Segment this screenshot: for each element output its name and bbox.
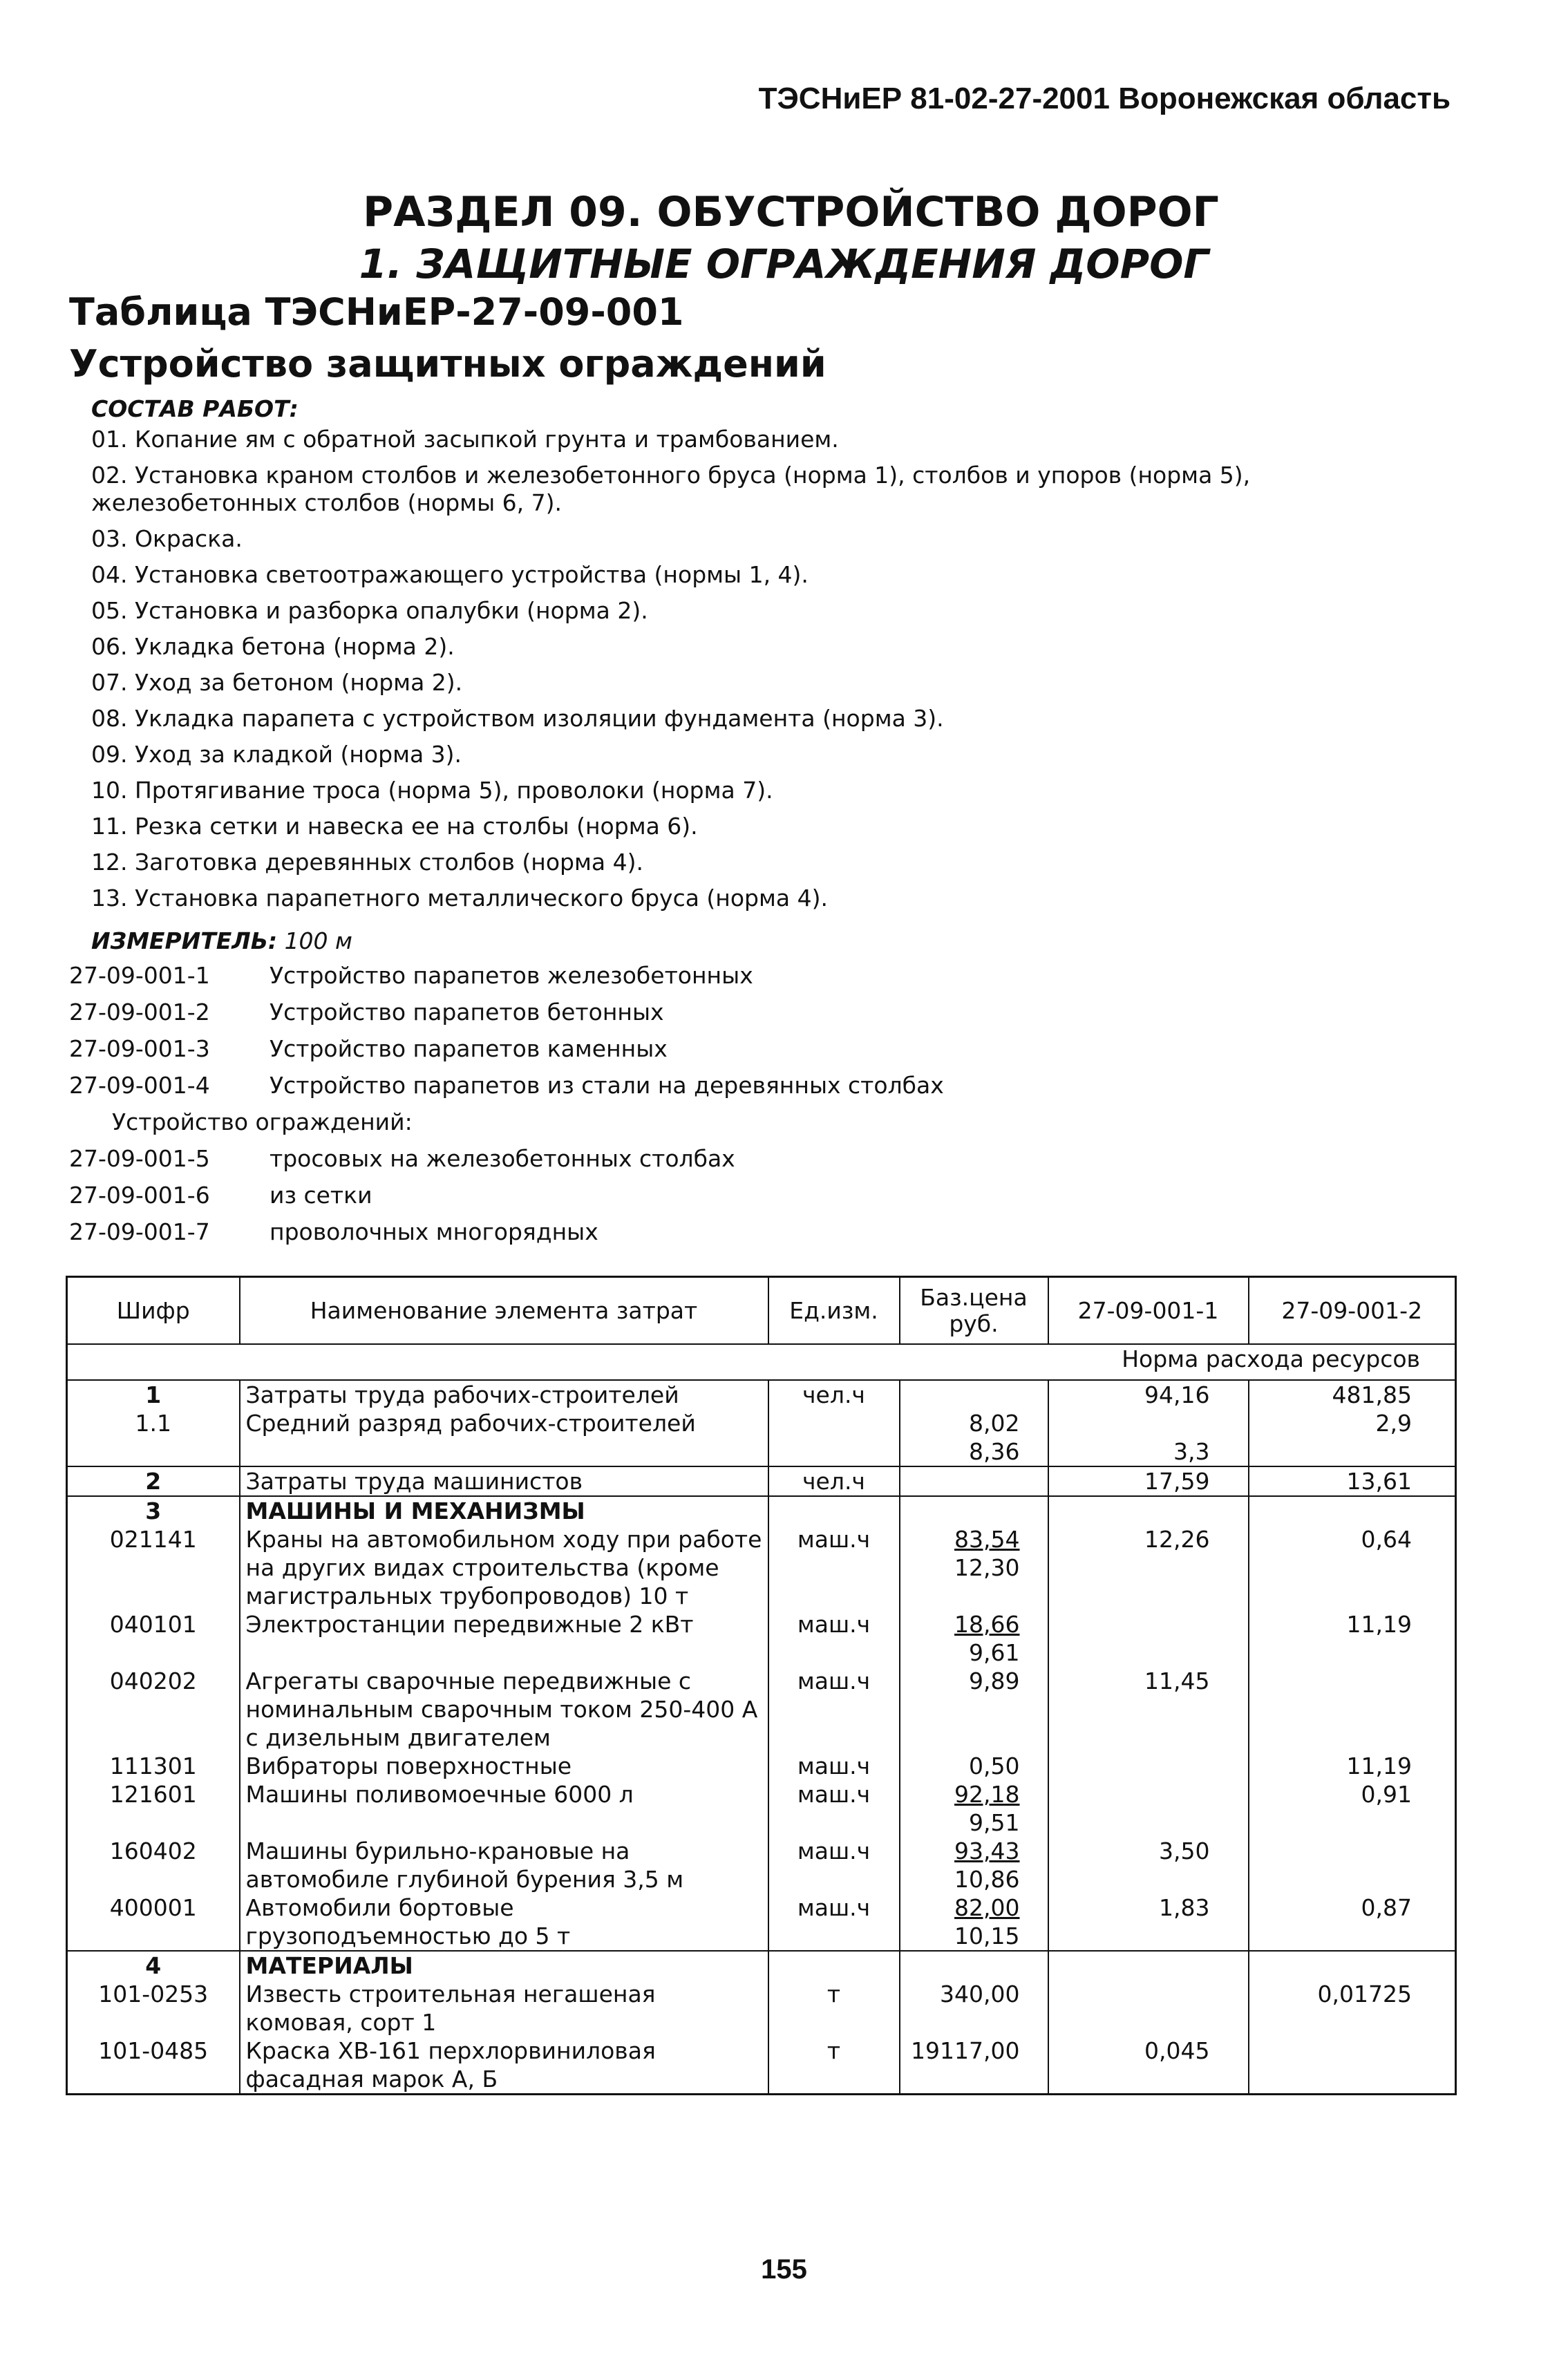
cell-code xyxy=(67,1780,240,1837)
cell-name-text: Автомобили бортовые грузоподъемностью до 5 т xyxy=(245,1894,571,1949)
price-value: 9,89 xyxy=(969,1668,1020,1694)
cell-code-text: 101-0253 xyxy=(98,1981,209,2008)
cell-name-text: Электростанции передвижные 2 кВт xyxy=(245,1611,694,1638)
cell-col1-text: 3,50 xyxy=(1159,1838,1210,1864)
cell-name-text: МАШИНЫ И МЕХАНИЗМЫ xyxy=(245,1498,585,1524)
price-secondary: 10,86 xyxy=(954,1866,1020,1893)
cell-unit xyxy=(768,2037,900,2095)
cell-col2-text: 481,85 xyxy=(1332,1381,1412,1408)
price-value: 93,43 xyxy=(954,1838,1020,1864)
cell-col1 xyxy=(1048,1380,1249,1409)
cell-col1-text: 94,16 xyxy=(1144,1381,1210,1408)
cell-unit xyxy=(768,1837,900,1893)
cell-unit xyxy=(768,1980,900,2037)
cell-code xyxy=(67,1409,240,1437)
cell-unit-text: маш.ч xyxy=(797,1838,871,1864)
cell-name xyxy=(240,1610,768,1667)
cell-unit xyxy=(768,1380,900,1409)
cell-unit-text: т xyxy=(826,2037,841,2064)
cell-unit xyxy=(768,1752,900,1780)
cell-col1 xyxy=(1048,1409,1249,1437)
cell-col2 xyxy=(1249,1837,1456,1893)
cell-name-text: Машины поливомоечные 6000 л xyxy=(245,1781,634,1808)
code-desc: Устройство парапетов бетонных xyxy=(270,999,664,1026)
cell-col2-text: 0,91 xyxy=(1361,1781,1412,1808)
cell-col2 xyxy=(1249,1466,1456,1496)
code: 27-09-001-2 xyxy=(69,999,210,1026)
cell-col2 xyxy=(1249,1780,1456,1837)
cell-code-text: 3 xyxy=(145,1498,162,1524)
price-value: 0,50 xyxy=(969,1753,1020,1779)
cell-code-text: 101-0485 xyxy=(98,2037,209,2064)
cell-name xyxy=(240,1980,768,2037)
cell-name-text: МАТЕРИАЛЫ xyxy=(245,1952,413,1979)
cell-price xyxy=(900,1951,1048,1980)
cell-name-text: Краны на автомобильном ходу при работе на других видах строительства (кроме магистральных трубопроводов) 10 т xyxy=(245,1526,762,1609)
cell-col2 xyxy=(1249,2037,1456,2095)
cell-name-text: Краска ХВ-161 перхлорвиниловая фасадная марок А, Б xyxy=(245,2037,656,2093)
work-item: 06. Укладка бетона (норма 2). xyxy=(91,633,455,660)
cell-col2 xyxy=(1249,1980,1456,2037)
code-desc: Устройство парапетов каменных xyxy=(270,1035,668,1062)
meter xyxy=(91,927,352,954)
work-item: 04. Установка светоотражающего устройства (нормы 1, 4). xyxy=(91,561,809,588)
cell-col2 xyxy=(1249,1437,1456,1466)
cell-price xyxy=(900,1409,1048,1437)
code: 27-09-001-5 xyxy=(69,1145,210,1172)
cell-unit xyxy=(768,1466,900,1496)
cell-code-text: 160402 xyxy=(109,1838,197,1864)
cell-price xyxy=(900,1496,1048,1525)
cell-code-text: 1.1 xyxy=(135,1410,171,1437)
code-desc: из сетки xyxy=(270,1182,372,1209)
work-item: 10. Протягивание троса (норма 5), проволоки (норма 7). xyxy=(91,777,773,804)
table-row xyxy=(67,1466,1456,1496)
cell-col2 xyxy=(1249,1610,1456,1667)
cell-unit xyxy=(768,1610,900,1667)
cell-col1 xyxy=(1048,1667,1249,1752)
cell-col1 xyxy=(1048,1752,1249,1780)
cell-col2 xyxy=(1249,1893,1456,1951)
cell-code xyxy=(67,1752,240,1780)
cost-table xyxy=(66,1276,1457,2095)
cell-col1 xyxy=(1048,1496,1249,1525)
cell-name xyxy=(240,1525,768,1610)
cell-price xyxy=(900,1752,1048,1780)
cell-col2-text: 0,87 xyxy=(1361,1894,1412,1921)
table-row xyxy=(67,1496,1456,1525)
work-item: 07. Уход за бетоном (норма 2). xyxy=(91,669,463,696)
cell-col2-text: 0,01725 xyxy=(1317,1981,1412,2008)
cell-col2 xyxy=(1249,1951,1456,1980)
cell-col1-text: 12,26 xyxy=(1144,1526,1210,1553)
codes-subheading: Устройство ограждений: xyxy=(112,1108,413,1135)
cell-name-text: Средний разряд рабочих-строителей xyxy=(245,1410,696,1437)
cell-unit-text: маш.ч xyxy=(797,1894,871,1921)
code: 27-09-001-1 xyxy=(69,962,210,989)
meter-value: 100 м xyxy=(284,927,352,954)
cell-name xyxy=(240,1667,768,1752)
cell-code xyxy=(67,2037,240,2095)
cell-col2-text: 13,61 xyxy=(1346,1468,1412,1495)
cell-price xyxy=(900,1437,1048,1466)
cell-name xyxy=(240,1752,768,1780)
section-title: РАЗДЕЛ 09. ОБУСТРОЙСТВО ДОРОГ xyxy=(363,188,1219,236)
cell-unit-text: маш.ч xyxy=(797,1753,871,1779)
cell-code-text: 021141 xyxy=(109,1526,197,1553)
cell-col1-text: 17,59 xyxy=(1144,1468,1210,1495)
table-body xyxy=(67,1380,1456,2095)
cell-name xyxy=(240,1409,768,1437)
code-row xyxy=(69,999,944,1035)
cell-col2 xyxy=(1249,1409,1456,1437)
cell-col1-text: 11,45 xyxy=(1144,1668,1210,1694)
document-header: ТЭСНиЕР 81-02-27-2001 Воронежская область xyxy=(758,82,1451,115)
cell-unit-text: маш.ч xyxy=(797,1611,871,1638)
cell-col2 xyxy=(1249,1380,1456,1409)
work-item: 08. Укладка парапета с устройством изоляции фундамента (норма 3). xyxy=(91,705,944,732)
code-row xyxy=(69,1072,944,1108)
page-number: 155 xyxy=(761,2254,807,2285)
cell-name xyxy=(240,1466,768,1496)
work-item: 05. Установка и разборка опалубки (норма 2). xyxy=(91,597,648,624)
cell-code xyxy=(67,1380,240,1409)
cell-name-text: Машины бурильно-крановые на автомобиле глубиной бурения 3,5 м xyxy=(245,1838,684,1893)
cell-code xyxy=(67,1437,240,1466)
cell-name xyxy=(240,1893,768,1951)
cell-price xyxy=(900,1380,1048,1409)
works-list xyxy=(91,426,1439,920)
price-secondary: 12,30 xyxy=(954,1554,1020,1581)
cell-unit-text: маш.ч xyxy=(797,1668,871,1694)
price-value: 8,36 xyxy=(969,1438,1020,1465)
cell-unit xyxy=(768,1780,900,1837)
cell-col1 xyxy=(1048,1610,1249,1667)
cell-unit xyxy=(768,1893,900,1951)
table-header-row xyxy=(67,1277,1456,1345)
cell-unit-text: т xyxy=(826,1981,841,2008)
work-item: 01. Копание ям с обратной засыпкой грунта и трамбованием. xyxy=(91,426,839,453)
cell-unit xyxy=(768,1409,900,1437)
code: 27-09-001-4 xyxy=(69,1072,210,1099)
table-row xyxy=(67,1409,1456,1437)
cell-col2-text: 0,64 xyxy=(1361,1526,1412,1553)
norm-row xyxy=(67,1344,1456,1380)
cell-code xyxy=(67,1496,240,1525)
cell-unit-text: чел.ч xyxy=(802,1468,865,1495)
cell-code-text: 040101 xyxy=(109,1611,197,1638)
work-title: Устройство защитных ограждений xyxy=(69,342,826,386)
price-value: 19117,00 xyxy=(911,2037,1020,2064)
table-row xyxy=(67,1437,1456,1466)
table-row xyxy=(67,1525,1456,1610)
cell-col2-text: 2,9 xyxy=(1375,1410,1412,1437)
cell-unit xyxy=(768,1525,900,1610)
price-value: 82,00 xyxy=(954,1894,1020,1921)
cell-col2 xyxy=(1249,1496,1456,1525)
cell-unit xyxy=(768,1667,900,1752)
cell-col1 xyxy=(1048,1980,1249,2037)
work-item: 12. Заготовка деревянных столбов (норма 4). xyxy=(91,849,643,876)
cell-name-text: Вибраторы поверхностные xyxy=(245,1753,572,1779)
cell-col2 xyxy=(1249,1525,1456,1610)
code-row xyxy=(69,1035,944,1072)
cell-code xyxy=(67,1893,240,1951)
table-row xyxy=(67,1980,1456,2037)
cell-code-text: 4 xyxy=(145,1952,162,1979)
code: 27-09-001-3 xyxy=(69,1035,210,1062)
cell-name-text: Затраты труда машинистов xyxy=(245,1468,583,1495)
cell-price xyxy=(900,1525,1048,1610)
header-code: Шифр xyxy=(67,1277,240,1345)
header-name: Наименование элемента затрат xyxy=(240,1277,768,1345)
cell-unit-text: чел.ч xyxy=(802,1381,865,1408)
cell-code xyxy=(67,1610,240,1667)
price-value: 92,18 xyxy=(954,1781,1020,1808)
cell-col1 xyxy=(1048,1437,1249,1466)
cell-code-text: 121601 xyxy=(109,1781,197,1808)
cell-price xyxy=(900,1893,1048,1951)
cell-col2 xyxy=(1249,1667,1456,1752)
cell-name-text: Затраты труда рабочих-строителей xyxy=(245,1381,679,1408)
cell-code xyxy=(67,1466,240,1496)
cell-code-text: 040202 xyxy=(109,1668,197,1694)
table-row xyxy=(67,1780,1456,1837)
cell-name xyxy=(240,1380,768,1409)
cell-col1-text: 0,045 xyxy=(1144,2037,1210,2064)
cell-col2-text: 11,19 xyxy=(1346,1753,1412,1779)
price-value: 8,02 xyxy=(969,1410,1020,1437)
cell-unit xyxy=(768,1496,900,1525)
cell-unit xyxy=(768,1951,900,1980)
cell-col1-text: 1,83 xyxy=(1159,1894,1210,1921)
table-title: Таблица ТЭСНиЕР-27-09-001 xyxy=(69,290,684,334)
header-price: Баз.цена руб. xyxy=(900,1277,1048,1345)
cell-name-text: Известь строительная негашеная комовая, сорт 1 xyxy=(245,1981,656,2036)
cell-name xyxy=(240,1496,768,1525)
work-item: 09. Уход за кладкой (норма 3). xyxy=(91,741,462,768)
header-col1: 27-09-001-1 xyxy=(1048,1277,1249,1345)
cell-col2-text: 11,19 xyxy=(1346,1611,1412,1638)
cell-price xyxy=(900,1667,1048,1752)
cell-col1 xyxy=(1048,1466,1249,1496)
cell-code-text: 400001 xyxy=(109,1894,197,1921)
cell-col1 xyxy=(1048,1780,1249,1837)
cell-col1 xyxy=(1048,1951,1249,1980)
cell-unit-text: маш.ч xyxy=(797,1526,871,1553)
cell-price xyxy=(900,1780,1048,1837)
table-row xyxy=(67,1837,1456,1893)
meter-label: ИЗМЕРИТЕЛЬ: xyxy=(91,927,278,954)
header-col2: 27-09-001-2 xyxy=(1249,1277,1456,1345)
work-item: 13. Установка парапетного металлического бруса (норма 4). xyxy=(91,885,828,911)
code: 27-09-001-7 xyxy=(69,1218,210,1245)
table-row xyxy=(67,1893,1456,1951)
subsection-title: 1. ЗАЩИТНЫЕ ОГРАЖДЕНИЯ ДОРОГ xyxy=(359,240,1209,287)
cell-price xyxy=(900,1466,1048,1496)
codes-list xyxy=(69,962,944,1255)
price-secondary: 10,15 xyxy=(954,1923,1020,1949)
cell-name xyxy=(240,1837,768,1893)
cell-code xyxy=(67,1837,240,1893)
code-desc: проволочных многорядных xyxy=(270,1218,598,1245)
code-row xyxy=(69,962,944,999)
table-row xyxy=(67,1610,1456,1667)
cell-name xyxy=(240,1780,768,1837)
cell-price xyxy=(900,1610,1048,1667)
cell-price xyxy=(900,1980,1048,2037)
cell-unit-text: маш.ч xyxy=(797,1781,871,1808)
composition-label: СОСТАВ РАБОТ: xyxy=(91,395,299,422)
cell-price xyxy=(900,1837,1048,1893)
cell-name xyxy=(240,1437,768,1466)
code-row xyxy=(69,1218,944,1255)
price-value: 18,66 xyxy=(954,1611,1020,1638)
code-row xyxy=(69,1182,944,1218)
work-item: 02. Установка краном столбов и железобетонного бруса (норма 1), столбов и упоров (норма 5), железобетонных столбов (нормы 6, 7). xyxy=(91,462,1251,516)
price-value: 340,00 xyxy=(940,1981,1020,2008)
cell-code-text: 1 xyxy=(145,1381,162,1408)
table-row xyxy=(67,2037,1456,2095)
table-row xyxy=(67,1951,1456,1980)
cell-name xyxy=(240,1951,768,1980)
code-desc: Устройство парапетов железобетонных xyxy=(270,962,753,989)
cell-code xyxy=(67,1667,240,1752)
cell-code xyxy=(67,1980,240,2037)
price-value: 83,54 xyxy=(954,1526,1020,1553)
cell-col2 xyxy=(1249,1752,1456,1780)
cell-col1 xyxy=(1048,2037,1249,2095)
cell-code-text: 2 xyxy=(145,1468,162,1495)
code-row xyxy=(69,1145,944,1182)
cell-name-text: Агрегаты сварочные передвижные с номинальным сварочным током 250-400 А с дизельным двигателем xyxy=(245,1668,758,1751)
price-secondary: 9,51 xyxy=(969,1809,1020,1836)
cell-col1-text: 3,3 xyxy=(1173,1438,1210,1465)
header-unit: Ед.изм. xyxy=(768,1277,900,1345)
code-desc: Устройство парапетов из стали на деревянных столбах xyxy=(270,1072,944,1099)
code: 27-09-001-6 xyxy=(69,1182,210,1209)
cell-price xyxy=(900,2037,1048,2095)
work-item: 11. Резка сетки и навеска ее на столбы (норма 6). xyxy=(91,813,698,840)
price-secondary: 9,61 xyxy=(969,1639,1020,1666)
table-row xyxy=(67,1752,1456,1780)
work-item: 03. Окраска. xyxy=(91,525,243,552)
table-row xyxy=(67,1380,1456,1409)
cell-code xyxy=(67,1951,240,1980)
cell-name xyxy=(240,2037,768,2095)
cell-col1 xyxy=(1048,1525,1249,1610)
cell-col1 xyxy=(1048,1837,1249,1893)
cell-code xyxy=(67,1525,240,1610)
table-row xyxy=(67,1667,1456,1752)
cell-unit xyxy=(768,1437,900,1466)
cell-col1 xyxy=(1048,1893,1249,1951)
norm-label: Норма расхода ресурсов xyxy=(67,1344,1456,1380)
cell-code-text: 111301 xyxy=(109,1753,197,1779)
code-desc: тросовых на железобетонных столбах xyxy=(270,1145,735,1172)
